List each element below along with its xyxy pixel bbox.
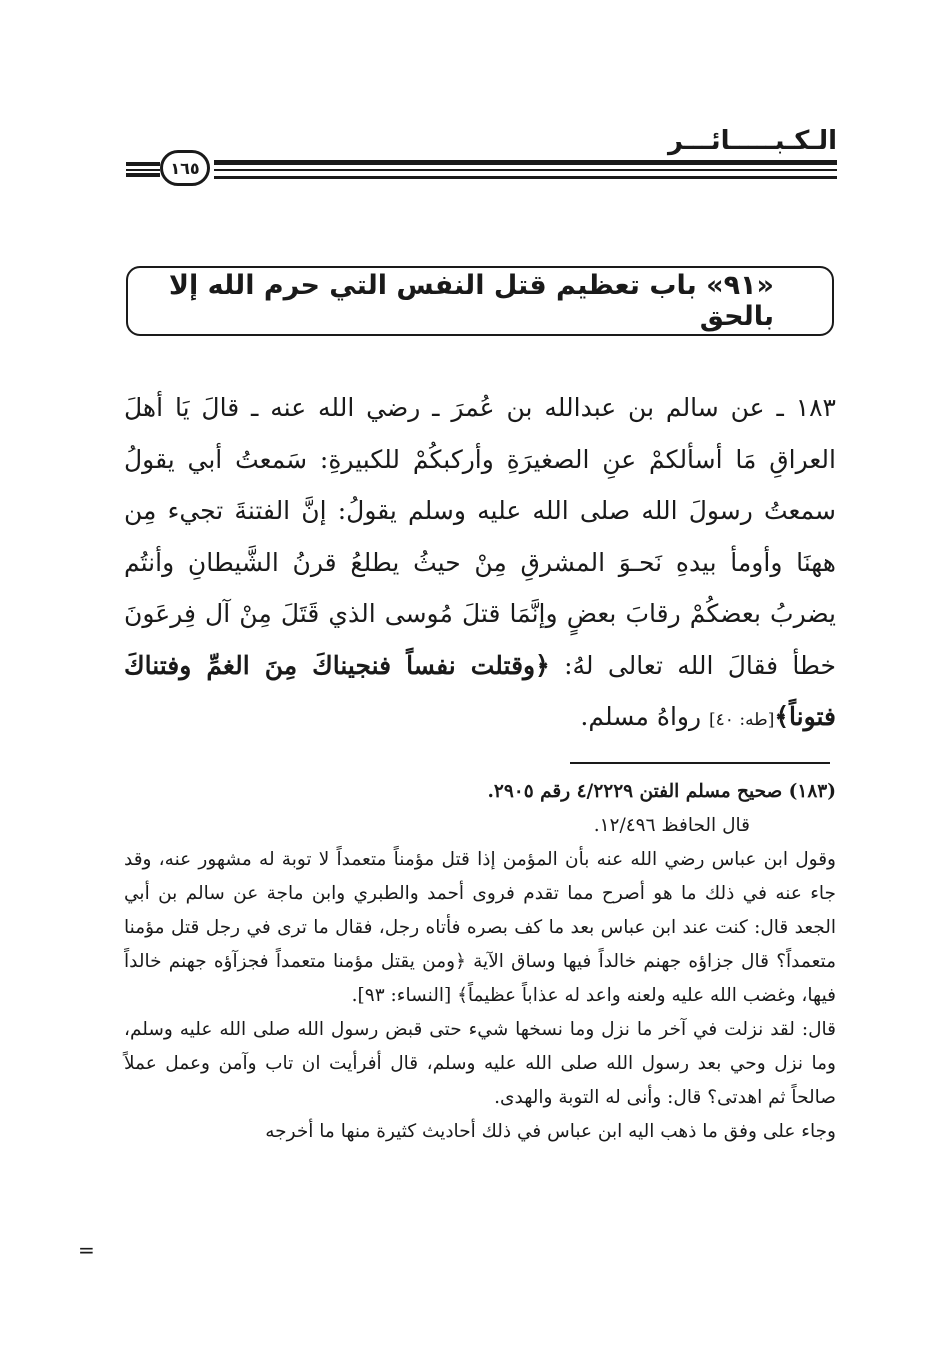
footnote-divider [570,762,830,764]
narrator: رواهُ مسلم. [580,702,702,731]
verse-reference: [طه: ٤٠] [709,710,775,730]
footnote-line [124,775,836,809]
footnote-paragraph: قال: لقد نزلت في آخر ما نزل وما نسخها شيء حتى قبض رسول الله صلى الله عليه وسلم، وما نزل وحي بعد رسول الله صلى الله عليه وسلم، قال أفرأيت ان تاب وآمن وعمل عملاً صالحاً ثم اهدتى؟ قال: وأنى له التوبة والهدى. [124,1019,836,1108]
running-title: الـكـبـــــائـــر [668,126,837,156]
continuation-mark: = [78,1238,95,1262]
footnote-paragraph: وجاء على وفق ما ذهب اليه ابن عباس في ذلك أحاديث كثيرة منها ما أخرجه [265,1121,836,1142]
header-rule [214,160,837,179]
footnote-paragraph: وقول ابن عباس رضي الله عنه بأن المؤمن إذا قتل مؤمناً متعمداً لا توبة له مشهور عنه، وقد جاء عنه في ذلك ما هو أصرح مما تقدم فروى أحمد والطبري وابن ماجة عن سالم بن أبي الجعد قال: كنت عند ابن عباس بعد ما كف بصره فأتاه رجل، فقال ما ترى في رجل قتل مؤمنا متعمداً؟ قال جزاؤه جهنم خالداً فيها وساق الآية ﴿ومن يقتل مؤمنا متعمداً فجزآؤه جهنم خالداً فيها، وغضب الله عليه ولعنه واعد له عذاباً عظيماً﴾ [النساء: ٩٣]. [124,849,836,1006]
chapter-title: «٩١» باب تعظيم قتل النفس التي حرم الله إلا بالحق [168,270,774,332]
header-rule-short [126,162,160,177]
footnotes [124,775,836,1149]
hadith-body: ١٨٣ ـ عن سالم بن عبدالله بن عُمرَ ـ رضي الله عنه ـ قالَ يَا أهلَ العراقِ مَا أسألكمْ عنِ الصغيرَةِ وأركبكُمْ للكبيرةِ: سَمعتُ أبي يقولُ سمعتُ رسولَ الله صلى الله عليه وسلم يقولُ: إنَّ الفتنةَ تجيء مِن ههنَا وأومأ بيدهِ نَحـوَ المشرقِ مِنْ حيثُ يطلعُ قرنُ الشَّيطانِ وأنتُم يضربُ بعضكُمْ رقابَ بعضٍ وإنَّمَا قتلَ مُوسى الذي قَتَلَ مِنْ آل فِرعَونَ خطأ فقالَ الله تعالى لهُ: [124,393,836,680]
hadith-text [124,382,836,747]
quran-verse: ﴿وقتلت نفساً فنجيناكَ مِنَ الغمِّ وفتناكَ فتوناً﴾ [124,650,836,731]
page-number: ١٦٥ [160,150,210,186]
footnote-source: (١٨٣) صحيح مسلم الفتن ٤/٢٢٢٩ رقم ٢٩٠٥. [487,781,836,802]
footnote-line: قال الحافظ ١٢/٤٩٦. [593,815,750,836]
chapter-title-box [126,266,834,336]
